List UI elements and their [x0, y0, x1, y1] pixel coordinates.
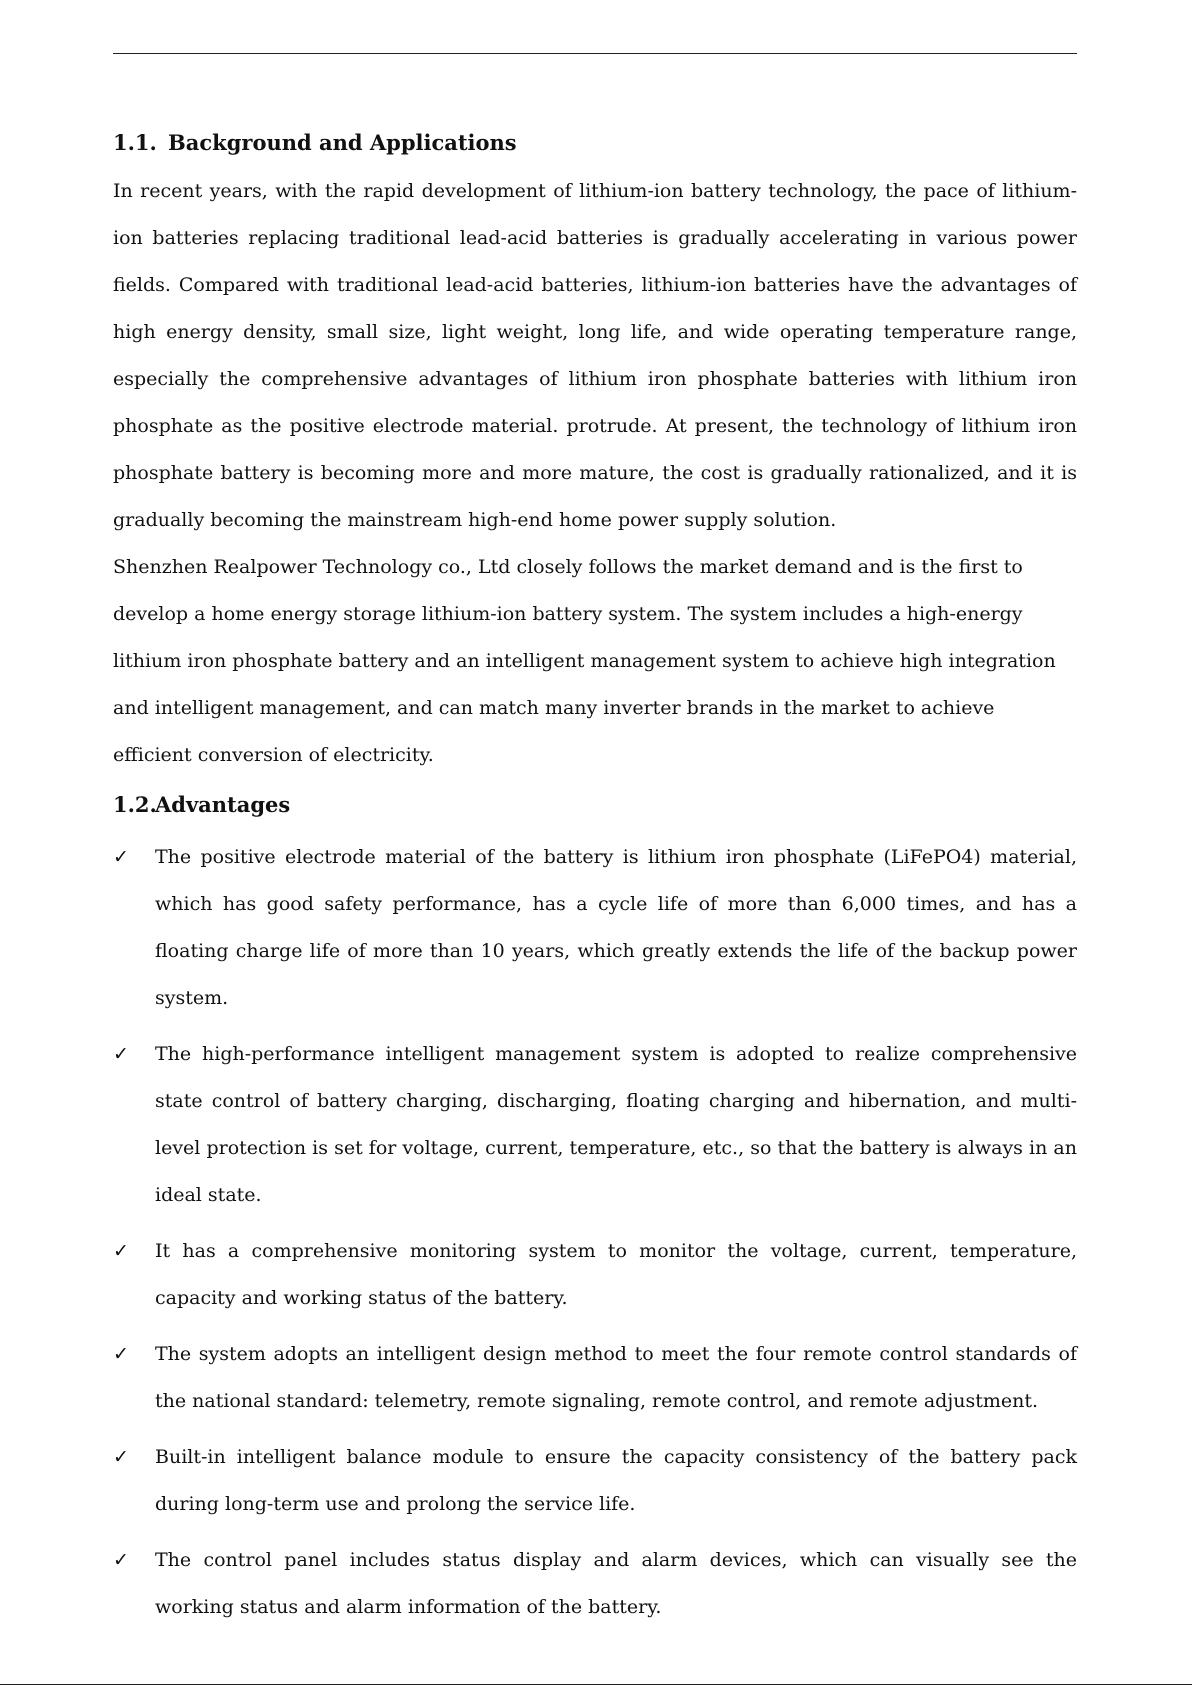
advantages-list	[113, 834, 1077, 1631]
section-number: 1.2.	[113, 792, 157, 817]
list-item	[113, 1228, 1077, 1322]
list-item-text: Built-in intelligent balance module to ensure the capacity consistency of the battery pack during long-term use and prolong the service life.	[155, 1446, 1077, 1515]
list-item-text: The control panel includes status display and alarm devices, which can visually see the working status and alarm information of the battery.	[155, 1549, 1077, 1618]
checkmark-icon: ✓	[113, 1446, 129, 1468]
list-item-text: It has a comprehensive monitoring system to monitor the voltage, current, temperature, capacity and working status of the battery.	[155, 1240, 1077, 1309]
list-item	[113, 1031, 1077, 1219]
section-number: 1.1.	[113, 130, 157, 155]
list-item-text: The high-performance intelligent management system is adopted to realize comprehensive state control of battery charging, discharging, floating charging and hibernation, and multi-level protection is set for voltage, current, temperature, etc., so that the battery is always in an ideal state.	[155, 1043, 1077, 1206]
checkmark-icon: ✓	[113, 846, 129, 868]
list-item-text: The system adopts an intelligent design method to meet the four remote control standards of the national standard: telemetry, remote signaling, remote control, and remote adjustment.	[155, 1343, 1077, 1412]
list-item	[113, 834, 1077, 1022]
section-heading-background	[113, 118, 1077, 168]
list-item	[113, 1537, 1077, 1631]
header-divider	[113, 53, 1077, 54]
list-item-text: The positive electrode material of the battery is lithium iron phosphate (LiFePO4) material, which has good safety performance, has a cycle life of more than 6,000 times, and has a floating charge life of more than 10 years, which greatly extends the life of the backup power system.	[155, 846, 1077, 1009]
section-title: Advantages	[155, 792, 291, 817]
section-title: Background and Applications	[168, 130, 517, 155]
background-paragraph-2: Shenzhen Realpower Technology co., Ltd closely follows the market demand and is the first to develop a home energy storage lithium-ion battery system. The system includes a high-energy lithium iron phosphate battery and an intelligent management system to achieve high integration and intelligent management, and can match many inverter brands in the market to achieve efficient conversion of electricity.	[113, 556, 1056, 766]
document-body	[113, 118, 1077, 1640]
checkmark-icon: ✓	[113, 1343, 129, 1365]
checkmark-icon: ✓	[113, 1043, 129, 1065]
checkmark-icon: ✓	[113, 1240, 129, 1262]
checkmark-icon: ✓	[113, 1549, 129, 1571]
list-item	[113, 1434, 1077, 1528]
list-item	[113, 1331, 1077, 1425]
section-heading-advantages	[113, 780, 1077, 830]
background-paragraph-1: In recent years, with the rapid development of lithium-ion battery technology, the pace of lithium-ion batteries replacing traditional lead-acid batteries is gradually accelerating in various power fields. Compared with traditional lead-acid batteries, lithium-ion batteries have the advantages of high energy density, small size, light weight, long life, and wide operating temperature range, especially the comprehensive advantages of lithium iron phosphate batteries with lithium iron phosphate as the positive electrode material. protrude. At present, the technology of lithium iron phosphate battery is becoming more and more mature, the cost is gradually rationalized, and it is gradually becoming the mainstream high-end home power supply solution.	[113, 180, 1077, 531]
